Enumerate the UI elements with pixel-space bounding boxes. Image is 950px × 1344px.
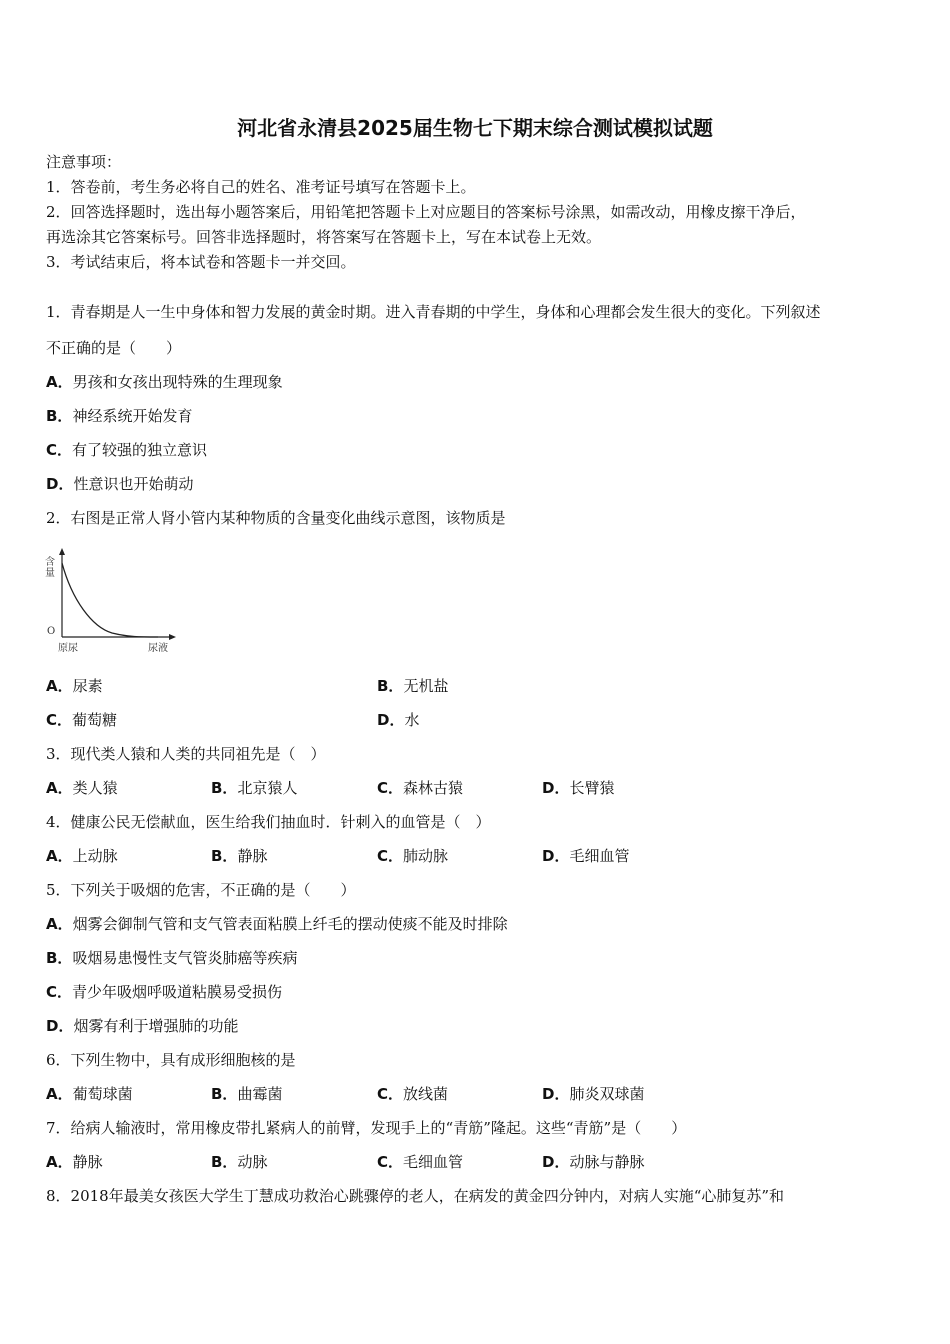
q1-option-b[interactable]: B．神经系统开始发育 <box>46 407 193 425</box>
y-axis-arrow <box>59 548 65 555</box>
q1-option-d[interactable]: D．性意识也开始萌动 <box>46 475 194 493</box>
q3-option-b[interactable]: B．北京猿人 <box>211 779 298 797</box>
q7-option-b[interactable]: B．动脉 <box>211 1153 268 1171</box>
q4-option-a[interactable]: A．上动脉 <box>46 847 118 865</box>
y-label-2: 量 <box>45 568 55 579</box>
notice-line: 3．考试结束后，将本试卷和答题卡一并交回。 <box>46 253 356 271</box>
q6-option-c[interactable]: C．放线菌 <box>377 1085 449 1103</box>
question-4-stem: 4．健康公民无偿献血，医生给我们抽血时．针刺入的血管是（ ） <box>46 813 491 831</box>
notice-heading: 注意事项： <box>46 153 122 171</box>
q5-option-b[interactable]: B．吸烟易患慢性支气管炎肺癌等疾病 <box>46 949 298 967</box>
question-1-stem-cont: 不正确的是（ ） <box>46 339 182 357</box>
q7-option-a[interactable]: A．静脉 <box>46 1153 103 1171</box>
q3-option-a[interactable]: A．类人猿 <box>46 779 118 797</box>
q1-option-a[interactable]: A．男孩和女孩出现特殊的生理现象 <box>46 373 283 391</box>
q4-option-d[interactable]: D．毛细血管 <box>542 847 630 865</box>
q7-option-d[interactable]: D．动脉与静脉 <box>542 1153 645 1171</box>
q3-option-c[interactable]: C．森林古猿 <box>377 779 464 797</box>
q4-option-c[interactable]: C．肺动脉 <box>377 847 449 865</box>
content-curve-figure <box>40 545 185 660</box>
question-1-stem: 1．青春期是人一生中身体和智力发展的黄金时期。进入青春期的中学生，身体和心理都会发生很大的变化。下列叙述 <box>46 303 821 321</box>
notice-line: 1．答卷前，考生务必将自己的姓名、准考证号填写在答题卡上。 <box>46 178 476 196</box>
q6-option-d[interactable]: D．肺炎双球菌 <box>542 1085 645 1103</box>
q2-option-a[interactable]: A．尿素 <box>46 677 103 695</box>
notice-line: 再选涂其它答案标号。回答非选择题时，将答案写在答题卡上，写在本试卷上无效。 <box>46 228 602 246</box>
page-title: 河北省永清县2025届生物七下期末综合测试模拟试题 <box>237 116 713 140</box>
question-8-stem: 8．2018年最美女孩医大学生丁慧成功救治心跳骤停的老人，在病发的黄金四分钟内，对病人实施“心肺复苏”和 <box>46 1187 785 1205</box>
y-label-1: 含 <box>45 557 55 568</box>
q3-option-d[interactable]: D．长臂猿 <box>542 779 615 797</box>
question-6-stem: 6．下列生物中，具有成形细胞核的是 <box>46 1051 296 1069</box>
x-axis-arrow <box>169 634 176 640</box>
q2-option-b[interactable]: B．无机盐 <box>377 677 449 695</box>
q2-option-d[interactable]: D．水 <box>377 711 420 729</box>
question-2-stem: 2．右图是正常人肾小管内某种物质的含量变化曲线示意图，该物质是 <box>46 509 506 527</box>
q5-option-d[interactable]: D．烟雾有利于增强肺的功能 <box>46 1017 239 1035</box>
notice-line: 2．回答选择题时，选出每小题答案后，用铅笔把答题卡上对应题目的答案标号涂黑，如需改动，用橡皮擦干净后， <box>46 203 806 221</box>
question-7-stem: 7．给病人输液时，常用橡皮带扎紧病人的前臂，发现手上的“青筋”隆起。这些“青筋”是（ ） <box>46 1119 687 1137</box>
q1-option-c[interactable]: C．有了较强的独立意识 <box>46 441 208 459</box>
content-curve <box>62 563 158 637</box>
question-5-stem: 5．下列关于吸烟的危害，不正确的是（ ） <box>46 881 356 899</box>
x-end-label: 尿液 <box>148 643 168 654</box>
q5-option-c[interactable]: C．青少年吸烟呼吸道粘膜易受损伤 <box>46 983 283 1001</box>
x-start-label: 原尿 <box>58 643 78 654</box>
q6-option-a[interactable]: A．葡萄球菌 <box>46 1085 133 1103</box>
q4-option-b[interactable]: B．静脉 <box>211 847 268 865</box>
q2-option-c[interactable]: C．葡萄糖 <box>46 711 118 729</box>
q5-option-a[interactable]: A．烟雾会御制气管和支气管表面粘膜上纤毛的摆动使痰不能及时排除 <box>46 915 508 933</box>
origin-label: O <box>47 626 56 637</box>
question-3-stem: 3．现代类人猿和人类的共同祖先是（ ） <box>46 745 326 763</box>
q7-option-c[interactable]: C．毛细血管 <box>377 1153 464 1171</box>
q6-option-b[interactable]: B．曲霉菌 <box>211 1085 283 1103</box>
